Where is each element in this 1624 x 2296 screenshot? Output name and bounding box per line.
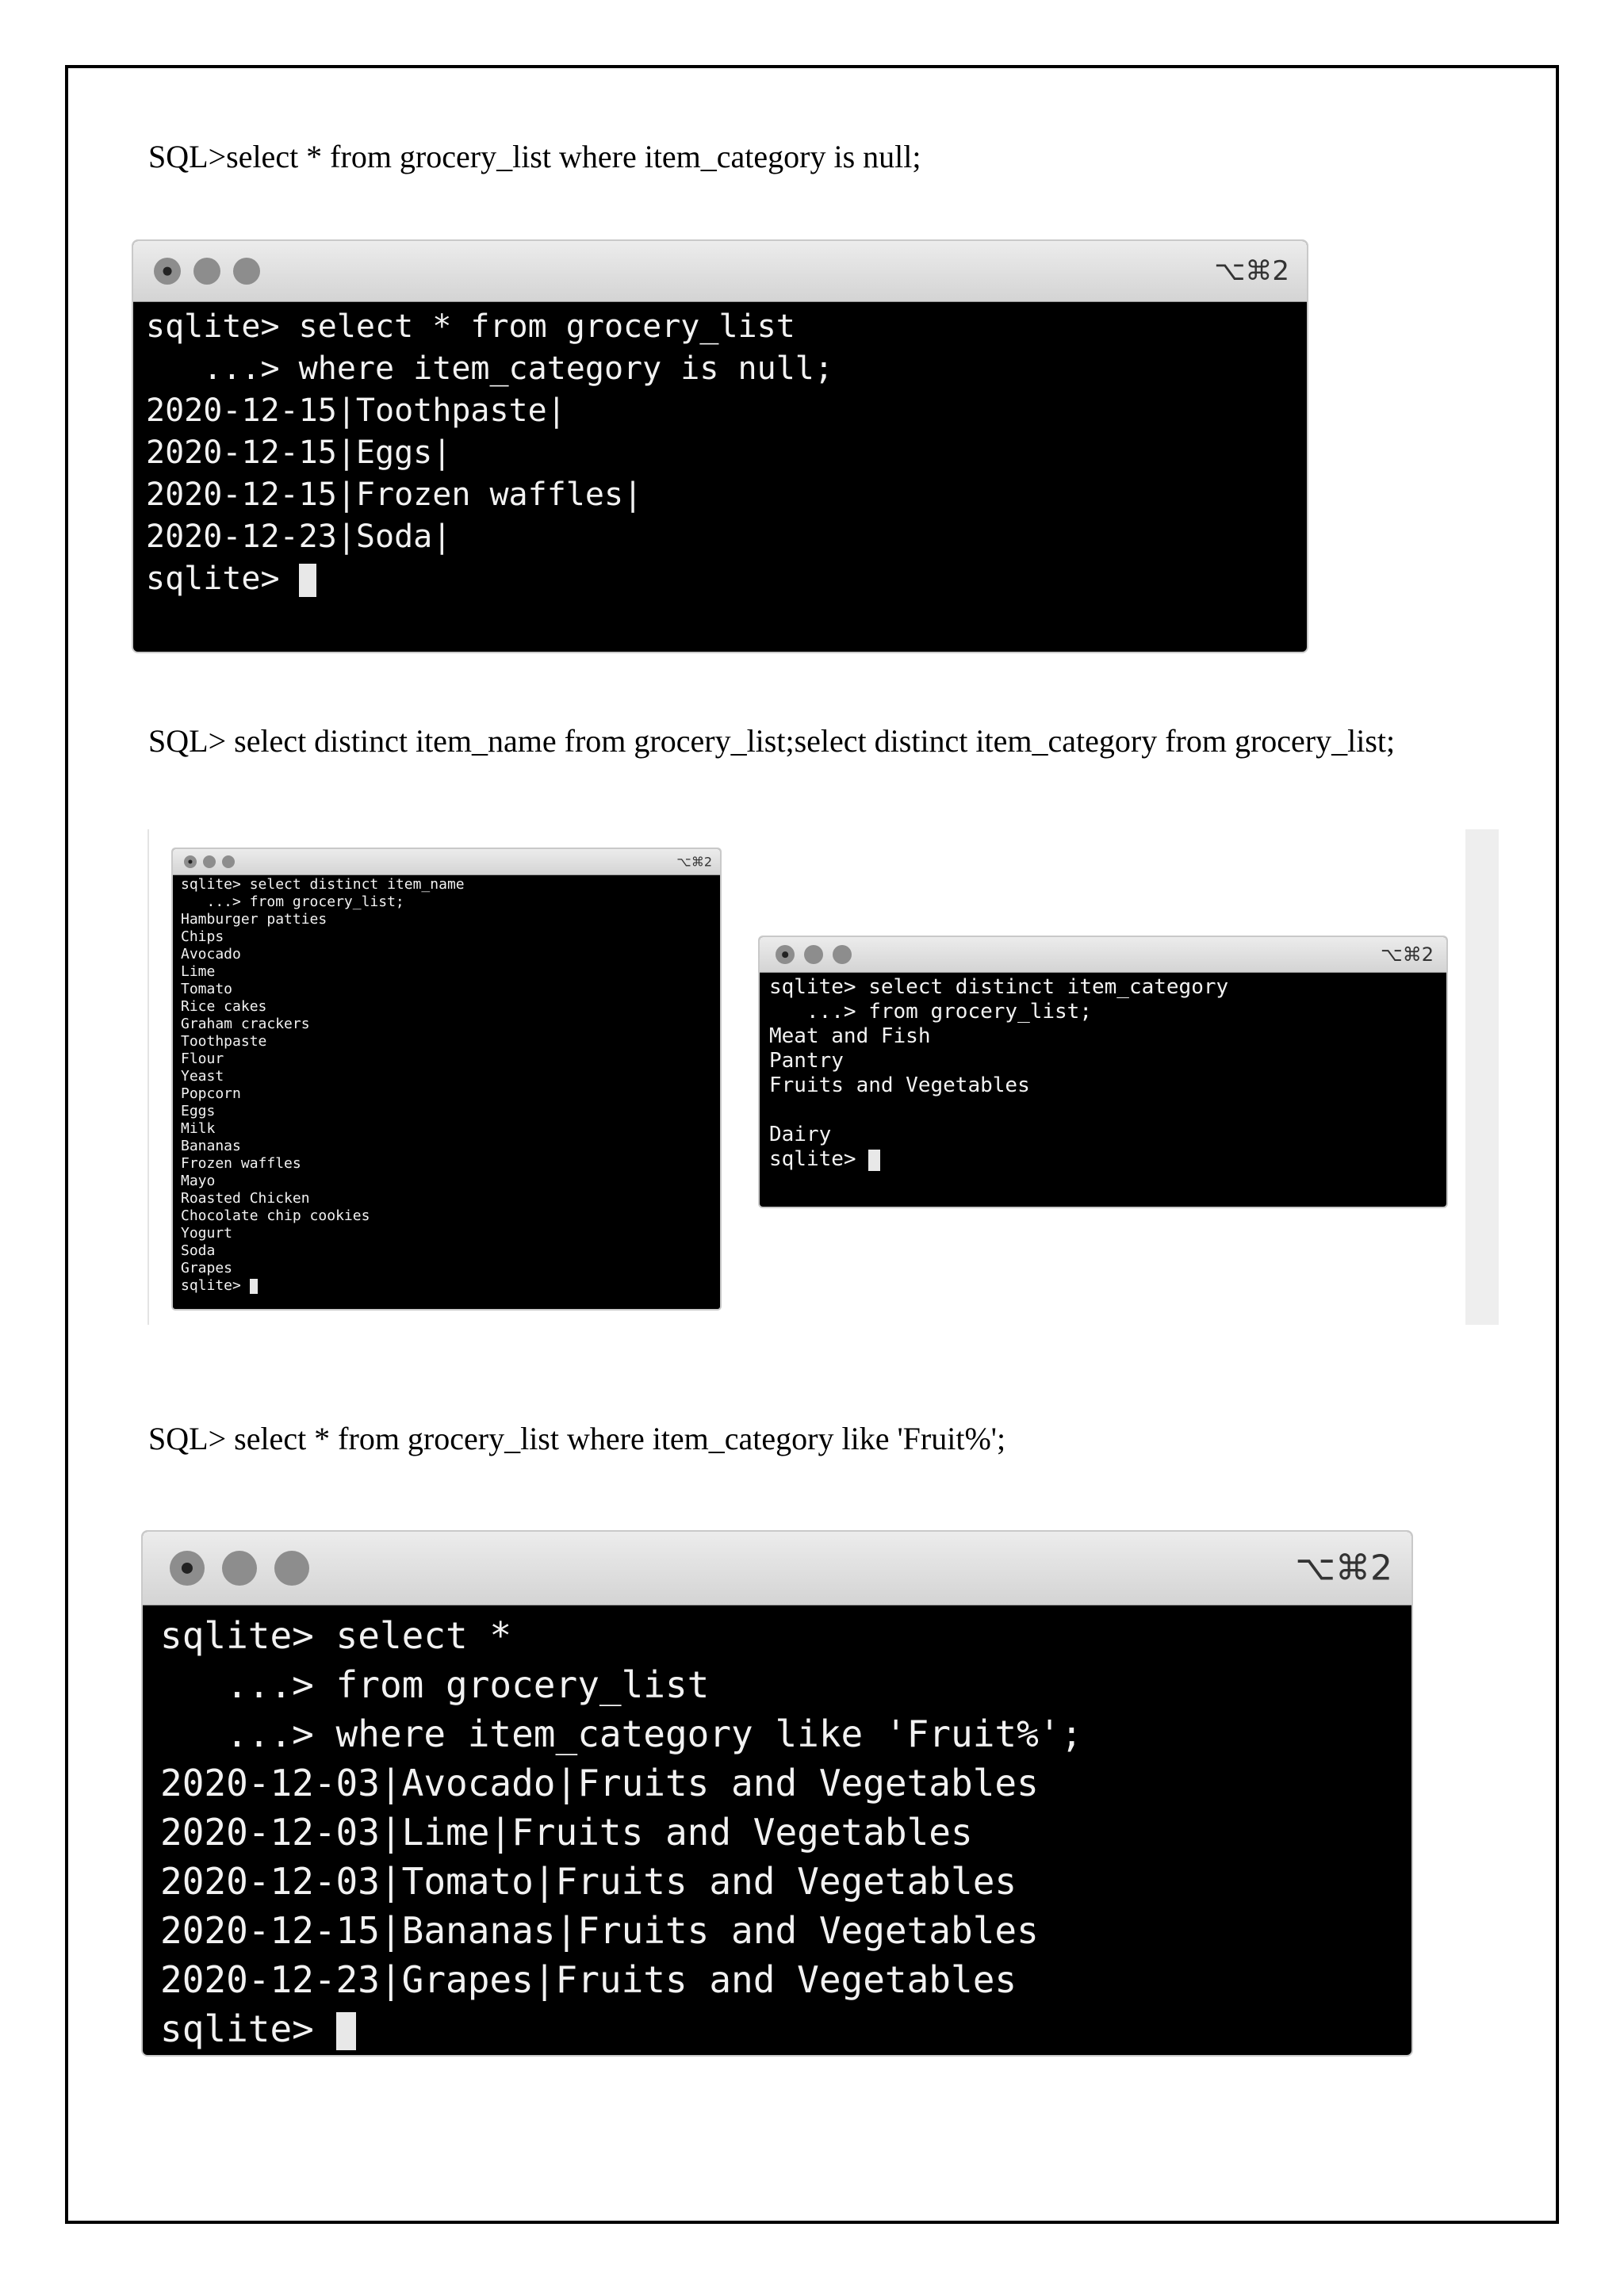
terminal-line: Popcorn <box>181 1085 241 1102</box>
terminal-titlebar <box>760 937 1446 973</box>
zoom-button[interactable] <box>233 258 260 285</box>
terminal-titlebar <box>133 241 1307 302</box>
terminal-line: 2020-12-03|Tomato|Fruits and Vegetables <box>160 1860 1017 1903</box>
terminal-line: sqlite> select * <box>160 1614 512 1657</box>
terminal-line: Chocolate chip cookies <box>181 1207 370 1224</box>
prompt-text: sqlite> <box>146 561 299 597</box>
terminal-line: ...> from grocery_list; <box>769 1000 1092 1024</box>
terminal-line: 2020-12-03|Avocado|Fruits and Vegetables <box>160 1762 1039 1804</box>
window-shortcut-label: ⌥⌘2 <box>676 854 712 870</box>
text-cursor <box>868 1150 879 1171</box>
terminal-prompt[interactable] <box>769 1147 1446 1172</box>
terminal-line: Fruits and Vegetables <box>769 1073 1030 1097</box>
sql-caption-null-query: SQL>select * from grocery_list where item_category is null; <box>148 139 921 174</box>
terminal-prompt[interactable] <box>181 1277 720 1295</box>
terminal-window-fruit-query <box>141 1530 1413 2057</box>
terminal-line: Mayo <box>181 1173 216 1189</box>
terminal-line: Bananas <box>181 1138 241 1154</box>
terminal-line: Tomato <box>181 981 233 997</box>
terminal-line: Graham crackers <box>181 1016 310 1032</box>
screenshot-panel-strip <box>1465 829 1499 1325</box>
minimize-button[interactable] <box>193 258 220 285</box>
terminal-window-distinct-names <box>171 848 722 1311</box>
terminal-prompt[interactable] <box>160 2004 1411 2053</box>
prompt-text: sqlite> <box>769 1147 869 1171</box>
window-shortcut-label: ⌥⌘2 <box>1214 255 1289 287</box>
zoom-button[interactable] <box>222 855 235 868</box>
minimize-button[interactable] <box>203 855 216 868</box>
terminal-line: ...> where item_category is null; <box>146 350 833 387</box>
prompt-text: sqlite> <box>160 2007 336 2050</box>
terminal-titlebar <box>173 849 720 875</box>
terminal-line: Frozen waffles <box>181 1155 301 1172</box>
window-controls <box>154 258 260 285</box>
terminal-line: Yeast <box>181 1068 224 1085</box>
terminal-prompt[interactable] <box>146 558 1307 600</box>
terminal-line: ...> where item_category like 'Fruit%'; <box>160 1712 1083 1755</box>
terminal-line <box>769 1098 1446 1123</box>
terminal-line: 2020-12-15|Toothpaste| <box>146 392 566 429</box>
terminal-line: Milk <box>181 1120 216 1137</box>
terminal-output <box>133 301 1307 652</box>
terminal-line: Toothpaste <box>181 1033 267 1050</box>
terminal-line: Pantry <box>769 1049 844 1073</box>
close-button[interactable] <box>154 258 181 285</box>
terminal-line: sqlite> select distinct item_name <box>181 876 465 893</box>
terminal-line: ...> from grocery_list <box>160 1663 710 1706</box>
screenshot-panel-edge <box>147 829 149 1325</box>
window-controls <box>184 855 235 868</box>
text-cursor <box>250 1279 258 1294</box>
close-button[interactable] <box>184 855 197 868</box>
terminal-line: Flour <box>181 1050 224 1067</box>
zoom-button[interactable] <box>274 1551 309 1586</box>
window-controls <box>776 945 852 964</box>
terminal-line: ...> from grocery_list; <box>181 894 404 910</box>
terminal-line: 2020-12-03|Lime|Fruits and Vegetables <box>160 1811 973 1854</box>
terminal-line: Roasted Chicken <box>181 1190 310 1207</box>
terminal-line: Grapes <box>181 1260 233 1276</box>
terminal-line: Soda <box>181 1242 216 1259</box>
terminal-line: sqlite> select distinct item_category <box>769 975 1229 999</box>
close-button[interactable] <box>776 945 795 964</box>
minimize-button[interactable] <box>804 945 823 964</box>
window-controls <box>170 1551 309 1586</box>
terminal-line: Hamburger patties <box>181 911 327 928</box>
terminal-line: 2020-12-15|Frozen waffles| <box>146 476 643 513</box>
zoom-button[interactable] <box>833 945 852 964</box>
terminal-output <box>143 1605 1411 2055</box>
terminal-line: 2020-12-15|Bananas|Fruits and Vegetables <box>160 1909 1039 1952</box>
text-cursor <box>336 2012 356 2050</box>
terminal-line: Rice cakes <box>181 998 267 1015</box>
terminal-line: sqlite> select * from grocery_list <box>146 308 795 345</box>
terminal-line: Yogurt <box>181 1225 233 1242</box>
terminal-line: 2020-12-15|Eggs| <box>146 434 452 471</box>
terminal-output <box>173 874 720 1309</box>
minimize-button[interactable] <box>222 1551 257 1586</box>
terminal-line: Dairy <box>769 1123 832 1146</box>
terminal-output <box>760 972 1446 1207</box>
terminal-line: 2020-12-23|Grapes|Fruits and Vegetables <box>160 1958 1017 2001</box>
close-button[interactable] <box>170 1551 205 1586</box>
terminal-line: Lime <box>181 963 216 980</box>
terminal-window-distinct-categories <box>758 936 1448 1208</box>
window-shortcut-label: ⌥⌘2 <box>1295 1548 1392 1589</box>
sql-caption-fruit-query: SQL> select * from grocery_list where item_category like 'Fruit%'; <box>148 1421 1006 1456</box>
terminal-line: Meat and Fish <box>769 1024 931 1048</box>
terminal-line: Chips <box>181 928 224 945</box>
terminal-line: Avocado <box>181 946 241 962</box>
terminal-line: 2020-12-23|Soda| <box>146 519 452 555</box>
window-shortcut-label: ⌥⌘2 <box>1381 943 1434 966</box>
terminal-window-null-query <box>132 239 1308 653</box>
terminal-line: Eggs <box>181 1103 216 1119</box>
sql-caption-distinct-queries: SQL> select distinct item_name from grocery_list;select distinct item_category from grocery_list; <box>148 723 1396 759</box>
prompt-text: sqlite> <box>181 1277 250 1294</box>
terminal-titlebar <box>143 1532 1411 1605</box>
text-cursor <box>299 564 316 597</box>
